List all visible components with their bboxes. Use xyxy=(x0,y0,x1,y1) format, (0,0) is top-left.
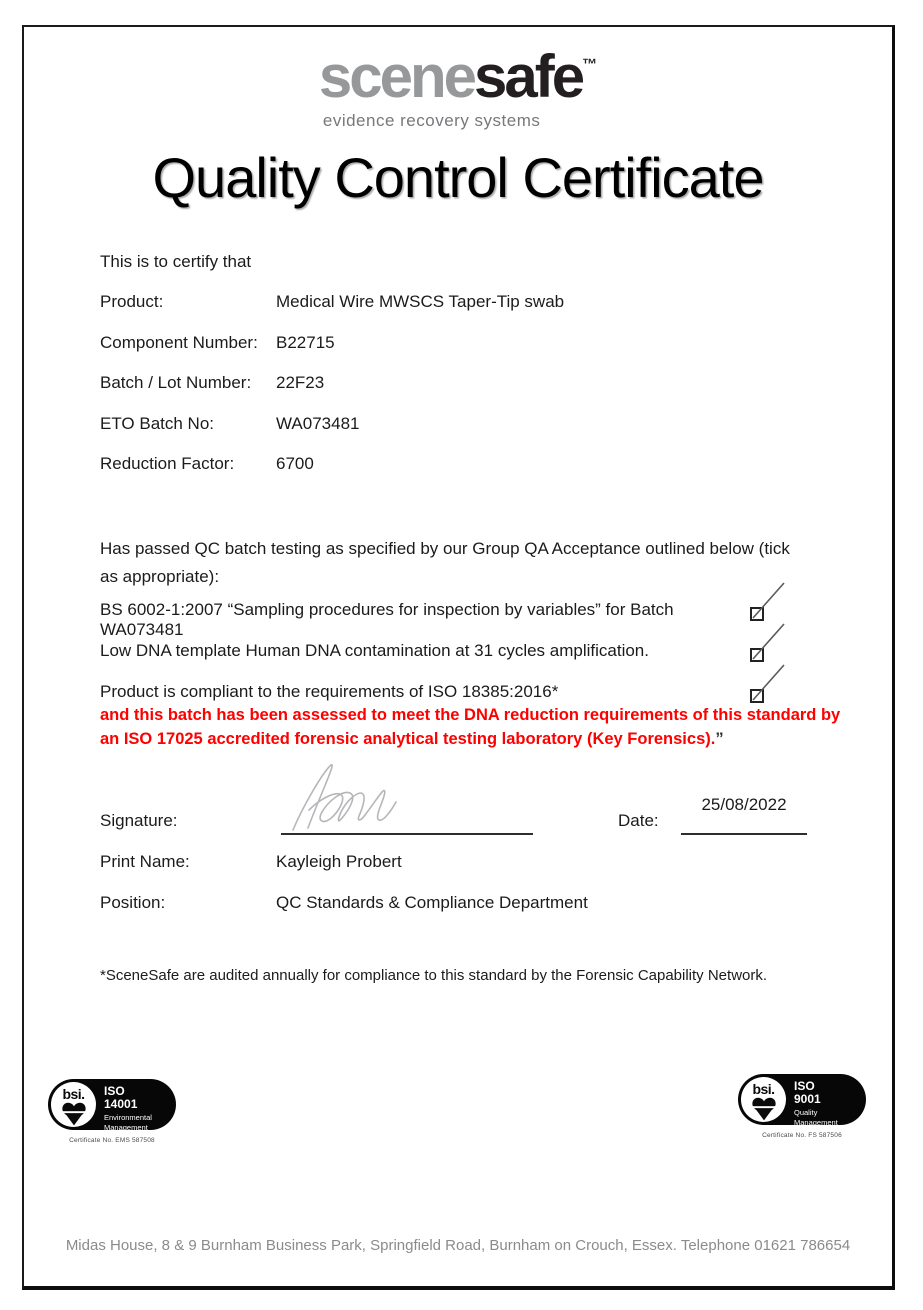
field-label-component-number: Component Number: xyxy=(100,333,258,352)
logo-wordmark xyxy=(318,43,598,110)
badge-number-text: 14001 xyxy=(104,1097,138,1112)
footnote-text: *SceneSafe are audited annually for compliance to this standard by the Forensic Capability Network. xyxy=(100,967,768,984)
compliance-note-red-text: and this batch has been assessed to meet the DNA reduction requirements of this standard by an ISO 17025 accredited forensic analytical testing laboratory (Key Forensics). xyxy=(100,706,841,748)
field-value-reduction-factor: 6700 xyxy=(276,454,314,473)
page-title: Quality Control Certificate xyxy=(152,146,764,209)
bsi-heart-kitemark-icon xyxy=(751,1097,777,1121)
check-item-iso18385: Product is compliant to the requirements of ISO 18385:2016* xyxy=(100,682,559,701)
signature-line xyxy=(281,833,533,835)
badge-scheme-line2: Management xyxy=(104,1122,148,1132)
compliance-note-quote: ” xyxy=(715,729,724,748)
bsi-kitemark-icon xyxy=(51,1082,96,1127)
badge-scheme-line1: Quality xyxy=(794,1108,818,1118)
field-value-eto-batch-no: WA073481 xyxy=(276,414,360,433)
field-label-reduction-factor: Reduction Factor: xyxy=(100,454,235,473)
bsi-kitemark-icon xyxy=(741,1077,786,1122)
checked-checkbox-icon xyxy=(740,579,786,625)
checked-checkbox-icon xyxy=(740,620,786,666)
bsi-badge-pill xyxy=(48,1079,176,1130)
bsi-iso14001-badge xyxy=(48,1079,176,1144)
date-line xyxy=(681,833,807,835)
trademark-symbol: ™ xyxy=(582,56,598,73)
badge-scheme-line1: Environmental xyxy=(104,1113,152,1123)
badge-certificate-number: Certificate No. EMS 587508 xyxy=(69,1137,155,1144)
bsi-badge-pill xyxy=(738,1074,866,1125)
check-item-bs6002: BS 6002-1:2007 “Sampling procedures for inspection by variables” for Batch WA073481 xyxy=(100,600,674,639)
bsi-brand-text: bsi. xyxy=(62,1086,85,1102)
date-value: 25/08/2022 xyxy=(701,795,787,814)
signature-scribble xyxy=(279,762,449,839)
field-value-component-number: B22715 xyxy=(276,333,335,352)
logo-word-safe: safe xyxy=(474,43,583,110)
field-value-batch-lot-number: 22F23 xyxy=(276,373,325,392)
field-label-eto-batch-no: ETO Batch No: xyxy=(100,414,215,433)
qa-intro-text: Has passed QC batch testing as specified by our Group QA Acceptance outlined below (tick as appropriate): xyxy=(100,539,790,587)
badge-certificate-number: Certificate No. FS 587506 xyxy=(762,1132,842,1139)
intro-text: This is to certify that xyxy=(100,252,252,271)
position-value: QC Standards & Compliance Department xyxy=(276,893,588,912)
signature-label: Signature: xyxy=(100,811,178,830)
print-name-label: Print Name: xyxy=(100,852,190,871)
bsi-heart-kitemark-icon xyxy=(61,1102,87,1126)
compliance-note-red xyxy=(100,704,860,752)
logo xyxy=(24,43,892,131)
field-label-batch-lot-number: Batch / Lot Number: xyxy=(100,373,252,392)
check-item-low-dna: Low DNA template Human DNA contamination at 31 cycles amplification. xyxy=(100,641,649,660)
badge-number-text: 9001 xyxy=(794,1092,821,1107)
field-label-product: Product: xyxy=(100,292,164,311)
position-label: Position: xyxy=(100,893,166,912)
certificate-page xyxy=(22,25,895,1290)
bsi-iso9001-badge xyxy=(738,1074,866,1139)
bsi-brand-text: bsi. xyxy=(752,1081,775,1097)
badge-iso-text: ISO xyxy=(104,1084,125,1098)
footer-address: Midas House, 8 & 9 Burnham Business Park, Springfield Road, Burnham on Crouch, Essex. Telephone 01621 786654 xyxy=(65,1237,851,1254)
logo-word-scene: scene xyxy=(318,43,475,110)
badge-scheme-line2: Management xyxy=(794,1117,838,1127)
logo-tagline: evidence recovery systems xyxy=(322,111,541,130)
checked-checkbox-icon xyxy=(740,661,786,707)
date-label: Date: xyxy=(618,811,659,830)
print-name-value: Kayleigh Probert xyxy=(276,852,402,871)
badge-iso-text: ISO xyxy=(794,1079,815,1093)
field-value-product: Medical Wire MWSCS Taper-Tip swab xyxy=(276,292,565,311)
